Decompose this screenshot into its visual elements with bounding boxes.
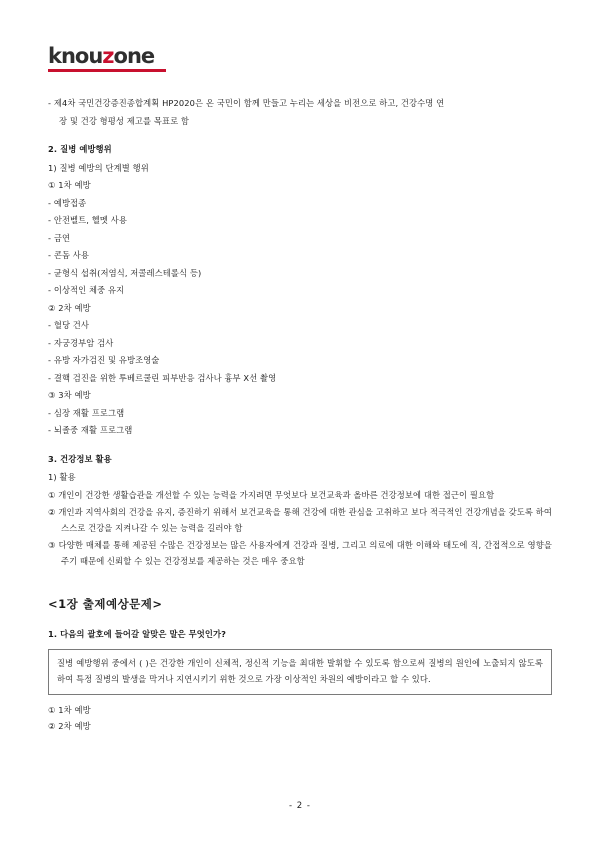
question-1-passage: 질병 예방행위 중에서 ( )은 건강한 개인이 신체적, 정신적 기능을 최대한 발휘할 수 있도록 함으로써 질병의 원인에 노출되지 않도록 하여 특정 질병의 발생을 막거나 지연시키기 위한 것으로 가장 이상적인 차원의 예방이라고 할 수 있다. [48, 649, 552, 695]
list-item: - 금연 [48, 232, 71, 243]
list-item: - 유방 자가검진 및 유방조영술 [48, 355, 160, 365]
spacer [48, 613, 552, 627]
list-item: ② 2차 예방 [48, 302, 91, 313]
logo-text [48, 44, 154, 68]
list-item: ① 개인이 건강한 생활습관을 개선할 수 있는 능력을 가지려면 무엇보다 보건교육과 올바른 건강정보에 대한 접근이 필요함 [48, 489, 495, 500]
list-item: ② 개인과 지역사회의 건강을 유지, 증진하기 위해서 보건교육을 통해 건강에 대한 관심을 고취하고 보다 적극적인 건강개념을 갖도록 하여 스스로 건강을 지켜나갈 수 있는 능력을 길러야 함 [48, 507, 552, 533]
intro-line-1: - 제4차 국민건강증진종합계획 HP2020은 온 국민이 함께 만들고 누리는 세상을 비전으로 하고, 건강수명 연 [48, 98, 445, 108]
logo-k: k [48, 44, 61, 68]
spacer [48, 571, 552, 597]
list-item: - 뇌졸중 재활 프로그램 [48, 425, 133, 435]
list-item: - 이상적인 체중 유지 [48, 285, 125, 295]
question-1-text: 1. 다음의 괄호에 들어갈 알맞은 말은 무엇인가? [48, 628, 227, 639]
knouzone-logo [48, 44, 552, 74]
section-3-sub-1: 1) 활용 [48, 472, 76, 482]
section-2-sub-1: 1) 질병 예방의 단계별 행위 [48, 162, 149, 173]
exam-title: <1장 출제예상문제> [48, 597, 163, 611]
section-3-heading: 3. 건강정보 활용 [48, 453, 112, 464]
section-2-heading: 2. 질병 예방행위 [48, 144, 112, 154]
question-1-choice: ① 1차 예방 [48, 705, 91, 715]
list-item: - 콘돔 사용 [48, 250, 90, 260]
logo-underline [48, 69, 166, 72]
list-item: - 안전벨트, 헬멧 사용 [48, 215, 127, 225]
list-item: - 자궁경부암 검사 [48, 337, 114, 348]
list-item: - 혈당 건사 [48, 320, 90, 330]
intro-line-2: 장 및 건강 형평성 제고를 목표로 함 [59, 115, 190, 126]
list-item: ① 1차 예방 [48, 180, 91, 190]
page-number: - 2 - [289, 801, 311, 811]
list-item: ③ 3차 예방 [48, 390, 91, 400]
logo-one: one [113, 44, 155, 68]
list-item: - 결핵 검진을 위한 투베르쿨린 피부반응 검사나 흉부 X선 촬영 [48, 372, 277, 383]
question-1-choice: ② 2차 예방 [48, 720, 91, 731]
list-item: - 균형식 섭취(저염식, 저콜레스테롤식 등) [48, 267, 202, 278]
logo-z: z [102, 44, 114, 68]
list-item: - 심장 재활 프로그램 [48, 407, 125, 418]
logo-nou: nou [60, 44, 103, 68]
list-item: ③ 다양한 매체를 통해 제공된 수많은 건강정보는 많은 사용자에게 건강과 질병, 그리고 의료에 대한 이해와 태도에 직, 간접적으로 영향을 주기 때문에 신뢰할 수 있는 건강정보를 제공하는 것은 매우 중요함 [48, 540, 552, 566]
list-item: - 예방접종 [48, 197, 87, 208]
document-body [48, 96, 552, 734]
